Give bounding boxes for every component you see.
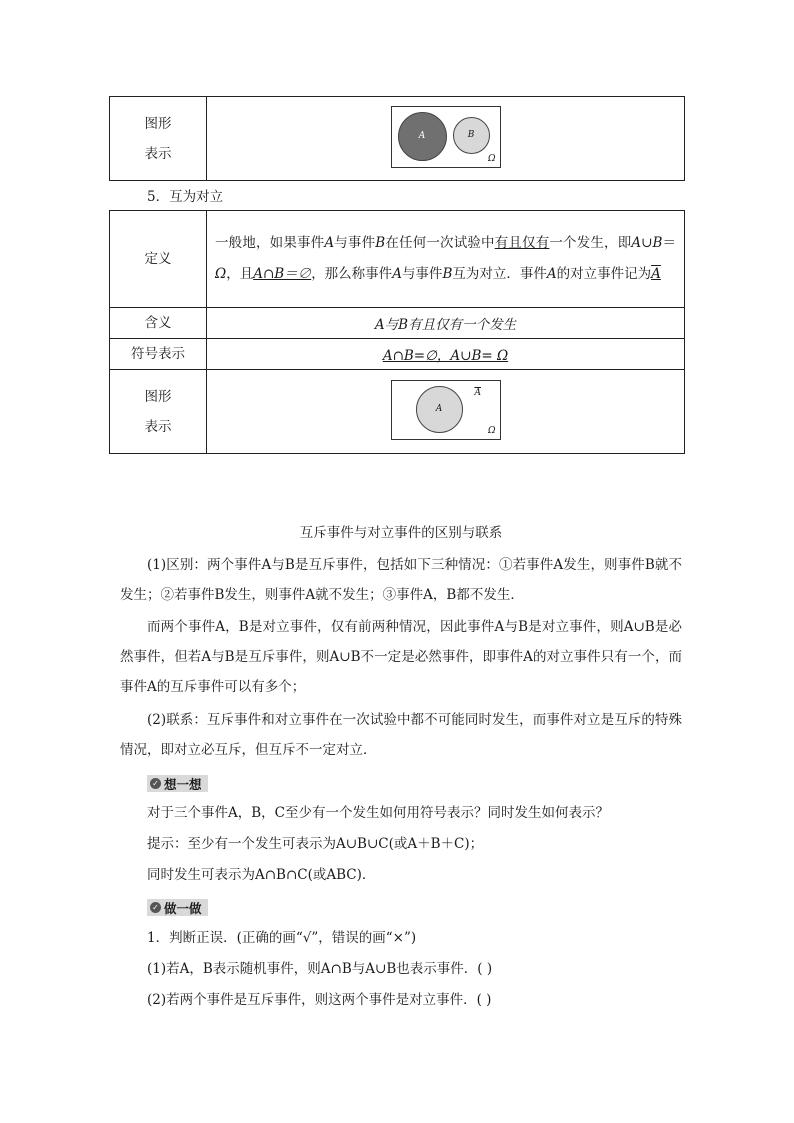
think-hint: 提示：至少有一个发生可表示为A∪B∪C(或A＋B＋C)； [147, 836, 484, 852]
figure-label-line2: 表示 [144, 145, 172, 162]
venn-circle-a: A [398, 112, 447, 161]
figure-label [110, 97, 207, 181]
symbol-text: A∩B=∅，A∪B= Ω [207, 339, 685, 370]
section-title: 互斥事件与对立事件的区别与联系 [299, 525, 503, 541]
paragraph-relation: (2)联系：互斥事件和对立事件在一次试验中都不可能同时发生，而事件对立是互斥的特殊情况，即对立必互斥，但互斥不一定对立． [120, 712, 682, 758]
venn-omega-label-2: Ω [488, 425, 496, 436]
table-complementary [109, 210, 685, 454]
venn-circle-b: B [453, 117, 490, 154]
think-tag: ✓ 想一想 [147, 775, 208, 792]
figure-label-2-line1: 图形 [144, 388, 172, 405]
table-mutex-figure [109, 96, 685, 181]
symbol-label: 符号表示 [110, 339, 207, 370]
definition-text: 一般地，如果事件A与事件B在任何一次试验中有且仅有一个发生，即A∪B＝Ω，且A∩B＝∅，那么称事件A与事件B互为对立．事件A的对立事件记为A [207, 211, 685, 308]
do-tag: ✓ 做一做 [147, 899, 208, 916]
venn-abar-label: $\overline{A}$ [474, 387, 481, 398]
venn-omega-label: Ω [488, 153, 496, 164]
do-icon: ✓ [150, 902, 161, 913]
think-hint-2: 同时发生可表示为A∩B∩C(或ABC)． [147, 867, 376, 883]
paragraph-difference: (1)区别：两个事件A与B是互斥事件，包括如下三种情况：①若事件A发生，则事件B就不发生；②若事件B发生，则事件A就不发生；③事件A，B都不发生． [120, 557, 682, 603]
question-1: 1．判断正误．(正确的画“√”，错误的画“×”) [147, 930, 417, 946]
think-icon: ✓ [150, 778, 161, 789]
think-question: 对于三个事件A，B，C至少有一个发生如何用符号表示？同时发生如何表示？ [147, 805, 609, 821]
venn-circle-a: A [416, 386, 463, 433]
figure-label-line1: 图形 [144, 115, 172, 132]
paragraph-complement: 而两个事件A，B是对立事件，仅有前两种情况，因此事件A与B是对立事件，则A∪B是必然事件，但若A与B是互斥事件，则A∪B不一定是必然事件，即事件A的对立事件只有一个，而事件A的互斥事件可以有多个； [120, 619, 682, 695]
figure-cell-2 [207, 370, 685, 454]
figure-label-2 [110, 370, 207, 454]
definition-label: 定义 [110, 211, 207, 308]
question-1-2: (2)若两个事件是互斥事件，则这两个事件是对立事件．( ) [147, 992, 492, 1008]
figure-label-2-line2: 表示 [144, 418, 172, 435]
section5-heading: 5．互为对立 [147, 189, 224, 205]
venn-complement-diagram [391, 380, 501, 440]
question-1-1: (1)若A，B表示随机事件，则A∩B与A∪B也表示事件．( ) [147, 961, 493, 977]
venn-mutex-diagram [391, 106, 501, 168]
meaning-text: A与B有且仅有一个发生 [207, 308, 685, 339]
meaning-label: 含义 [110, 308, 207, 339]
figure-cell [207, 97, 685, 181]
